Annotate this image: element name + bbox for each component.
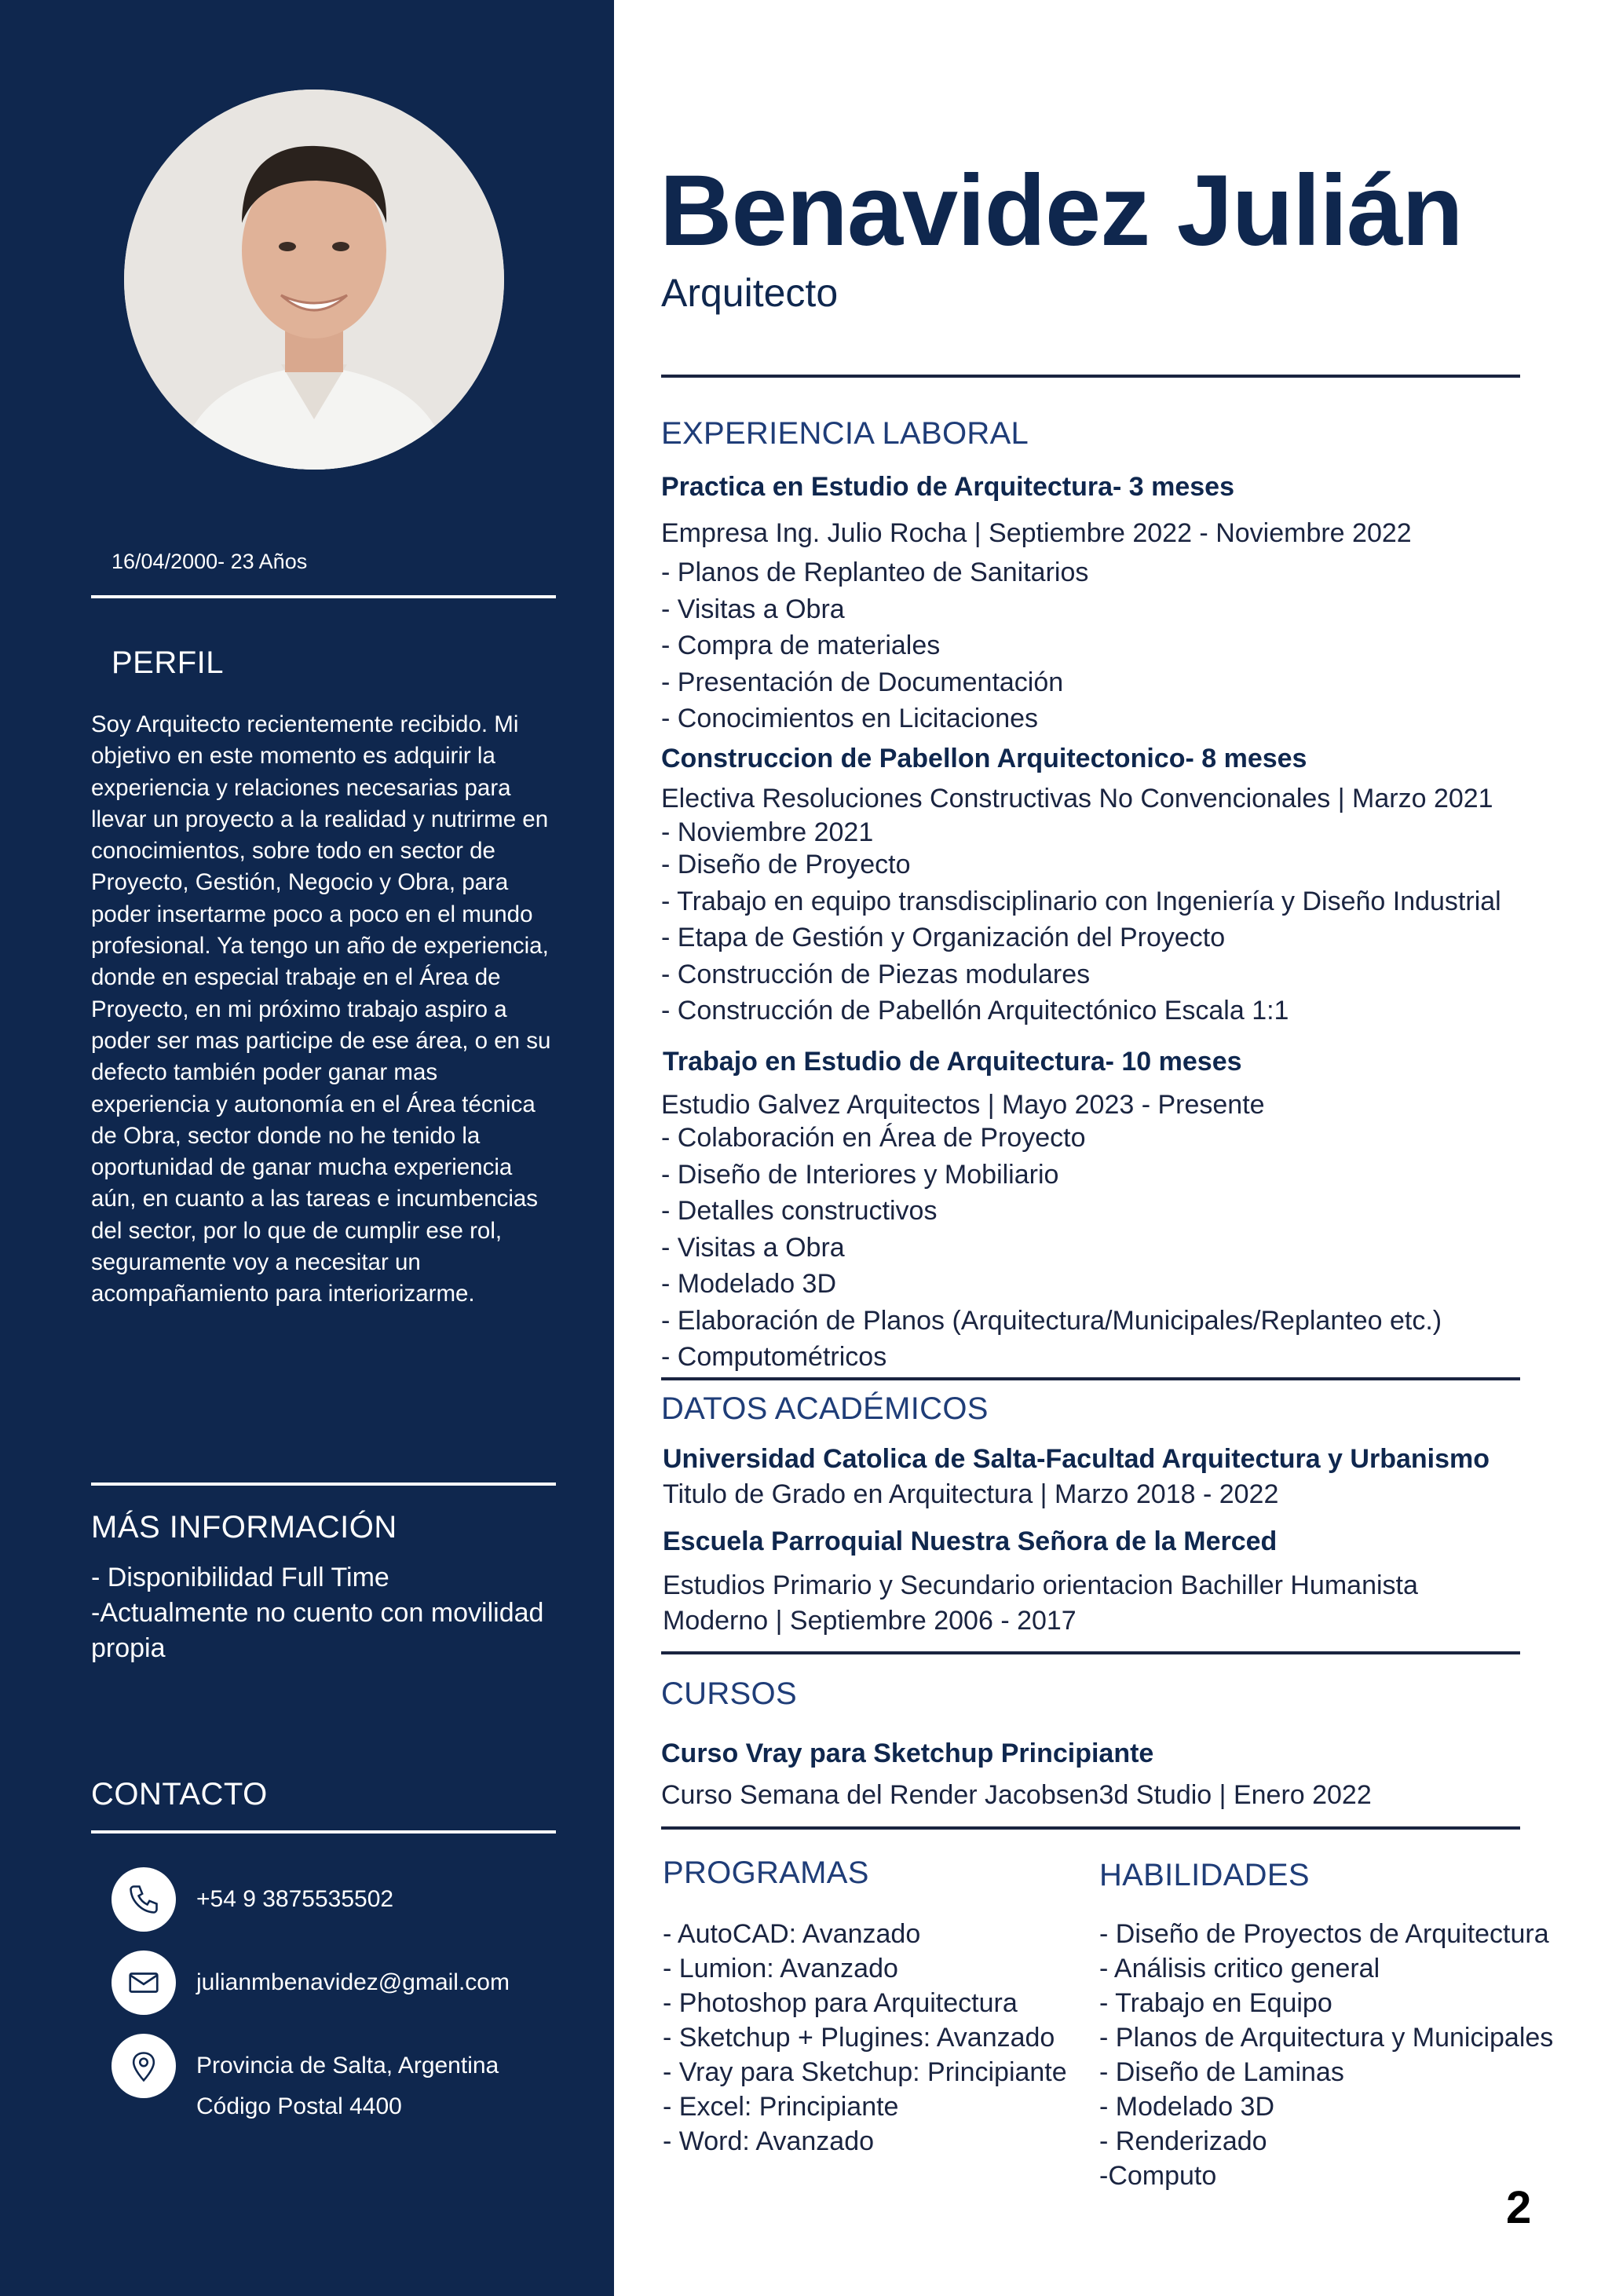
list-item: - Sketchup + Plugines: Avanzado — [663, 2023, 1055, 2053]
list-item: - Trabajo en equipo transdisciplinario con Ingeniería y Diseño Industrial — [661, 886, 1501, 916]
list-item: - Visitas a Obra — [661, 594, 845, 624]
divider — [661, 1377, 1520, 1380]
job-title: Construccion de Pabellon Arquitectonico- 8 meses — [661, 744, 1307, 773]
list-item: - Planos de Arquitectura y Municipales — [1099, 2023, 1554, 2053]
perfil-heading: PERFIL — [111, 645, 225, 680]
list-item: - Trabajo en Equipo — [1099, 1988, 1332, 2018]
list-item: - Lumion: Avanzado — [663, 1954, 898, 1983]
more-info-item: -Actualmente no cuento con movilidad propia — [91, 1598, 544, 1663]
programs-list — [663, 1917, 1067, 2159]
list-item: - Presentación de Documentación — [661, 667, 1064, 697]
job-meta: Estudio Galvez Arquitectos | Mayo 2023 - Presente — [661, 1090, 1265, 1120]
more-info-item: - Disponibilidad Full Time — [91, 1563, 389, 1592]
list-item: - Diseño de Proyecto — [661, 850, 911, 879]
list-item: - Computométricos — [661, 1342, 887, 1372]
profile-photo — [124, 90, 504, 470]
list-item: - Excel: Principiante — [663, 2092, 899, 2122]
list-item: - Modelado 3D — [661, 1269, 837, 1299]
mail-icon — [111, 1951, 176, 2015]
email-address[interactable]: julianmbenavidez@gmail.com — [196, 1969, 510, 1995]
sidebar — [0, 0, 614, 2296]
name-title: Benavidez Julián — [660, 155, 1463, 267]
school-title: Universidad Catolica de Salta-Facultad Arquitectura y Urbanismo — [663, 1444, 1490, 1474]
role-subtitle: Arquitecto — [661, 271, 839, 315]
programs-heading: PROGRAMAS — [663, 1855, 869, 1890]
courses-heading: CURSOS — [661, 1676, 797, 1711]
more-info-heading: MÁS INFORMACIÓN — [91, 1510, 397, 1545]
job-title: Practica en Estudio de Arquitectura- 3 meses — [661, 472, 1234, 502]
school-detail: Titulo de Grado en Arquitectura | Marzo 2018 - 2022 — [663, 1479, 1279, 1509]
skills-heading: HABILIDADES — [1099, 1858, 1310, 1892]
list-item: - Vray para Sketchup: Principiante — [663, 2057, 1067, 2087]
list-item: - Conocimientos en Licitaciones — [661, 704, 1039, 733]
list-item: - Diseño de Proyectos de Arquitectura — [1099, 1919, 1549, 1949]
job-items — [661, 846, 1501, 1029]
birth-date: 16/04/2000- 23 Años — [111, 550, 308, 573]
list-item: - Diseño de Laminas — [1099, 2057, 1344, 2087]
phone-number[interactable]: +54 9 3875535502 — [196, 1886, 394, 1912]
phone-icon — [111, 1867, 176, 1932]
page-number: 2 — [1506, 2182, 1532, 2233]
divider — [661, 1651, 1520, 1654]
list-item: - Planos de Replanteo de Sanitarios — [661, 558, 1089, 587]
address-line-2: Código Postal 4400 — [196, 2093, 402, 2119]
list-item: -Computo — [1099, 2161, 1217, 2191]
job-items — [661, 554, 1088, 737]
job-title: Trabajo en Estudio de Arquitectura- 10 meses — [663, 1047, 1242, 1077]
list-item: - Construcción de Piezas modulares — [661, 959, 1091, 989]
portrait-image — [124, 90, 504, 470]
address-line-1: Provincia de Salta, Argentina — [196, 2053, 499, 2078]
academic-heading: DATOS ACADÉMICOS — [661, 1391, 989, 1426]
contact-heading: CONTACTO — [91, 1777, 268, 1812]
job-meta: Empresa Ing. Julio Rocha | Septiembre 2022 - Noviembre 2022 — [661, 518, 1412, 548]
list-item: - Elaboración de Planos (Arquitectura/Municipales/Replanteo etc.) — [661, 1305, 1442, 1336]
list-item: - Detalles constructivos — [661, 1196, 938, 1226]
list-item: - Renderizado — [1099, 2126, 1267, 2156]
list-item: - Construcción de Pabellón Arquitectónico Escala 1:1 — [661, 996, 1289, 1026]
list-item: - Compra de materiales — [661, 631, 941, 660]
list-item: - Etapa de Gestión y Organización del Proyecto — [661, 923, 1226, 952]
divider — [91, 595, 556, 598]
experience-heading: EXPERIENCIA LABORAL — [661, 416, 1029, 451]
skills-list — [1099, 1917, 1553, 2193]
school-detail: Estudios Primario y Secundario orientacion Bachiller Humanista Moderno | Septiembre 2006 - 2017 — [663, 1570, 1418, 1636]
list-item: - Diseño de Interiores y Mobiliario — [661, 1159, 1059, 1190]
divider — [91, 1830, 556, 1834]
more-info-list — [91, 1560, 562, 1666]
list-item: - Photoshop para Arquitectura — [663, 1988, 1018, 2018]
list-item: - Word: Avanzado — [663, 2126, 875, 2156]
job-meta: Electiva Resoluciones Constructivas No Convencionales | Marzo 2021 - Noviembre 2021 — [661, 784, 1493, 847]
school-title: Escuela Parroquial Nuestra Señora de la Merced — [663, 1526, 1278, 1556]
divider — [661, 375, 1520, 378]
divider — [91, 1483, 556, 1486]
divider — [661, 1826, 1520, 1830]
perfil-text: Soy Arquitecto recientemente recibido. Mi objetivo en este momento es adquirir la experiencia y relaciones necesarias para llevar un proyecto a la realidad y nutrirme en conocimientos, sobre todo en sector de Proyecto, Gestión, Negocio y Obra, para poder insertarme poco a poco en el mundo profesional. Ya tengo un año de experiencia, donde en especial trabaje en el Área de Proyecto, en mi próximo trabajo aspiro a poder ser mas participe de ese área, o en su defecto también poder ganar mas experiencia y autonomía en el Área técnica de Obra, sector donde no he tenido la oportunidad de ganar mucha experiencia aún, en cuanto a las tareas e incumbencias del sector, por lo que de cumplir ese rol, seguramente voy a necesitar un acompañamiento para interiorizarme. — [91, 711, 551, 1307]
list-item: - Visitas a Obra — [661, 1232, 845, 1263]
location-icon — [111, 2034, 176, 2098]
list-item: - Análisis critico general — [1099, 1954, 1380, 1983]
course-detail: Curso Semana del Render Jacobsen3d Studio | Enero 2022 — [661, 1780, 1372, 1810]
job-items — [661, 1120, 1442, 1376]
list-item: - AutoCAD: Avanzado — [663, 1919, 921, 1949]
course-title: Curso Vray para Sketchup Principiante — [661, 1738, 1154, 1768]
list-item: - Modelado 3D — [1099, 2092, 1275, 2122]
list-item: - Colaboración en Área de Proyecto — [661, 1123, 1086, 1153]
